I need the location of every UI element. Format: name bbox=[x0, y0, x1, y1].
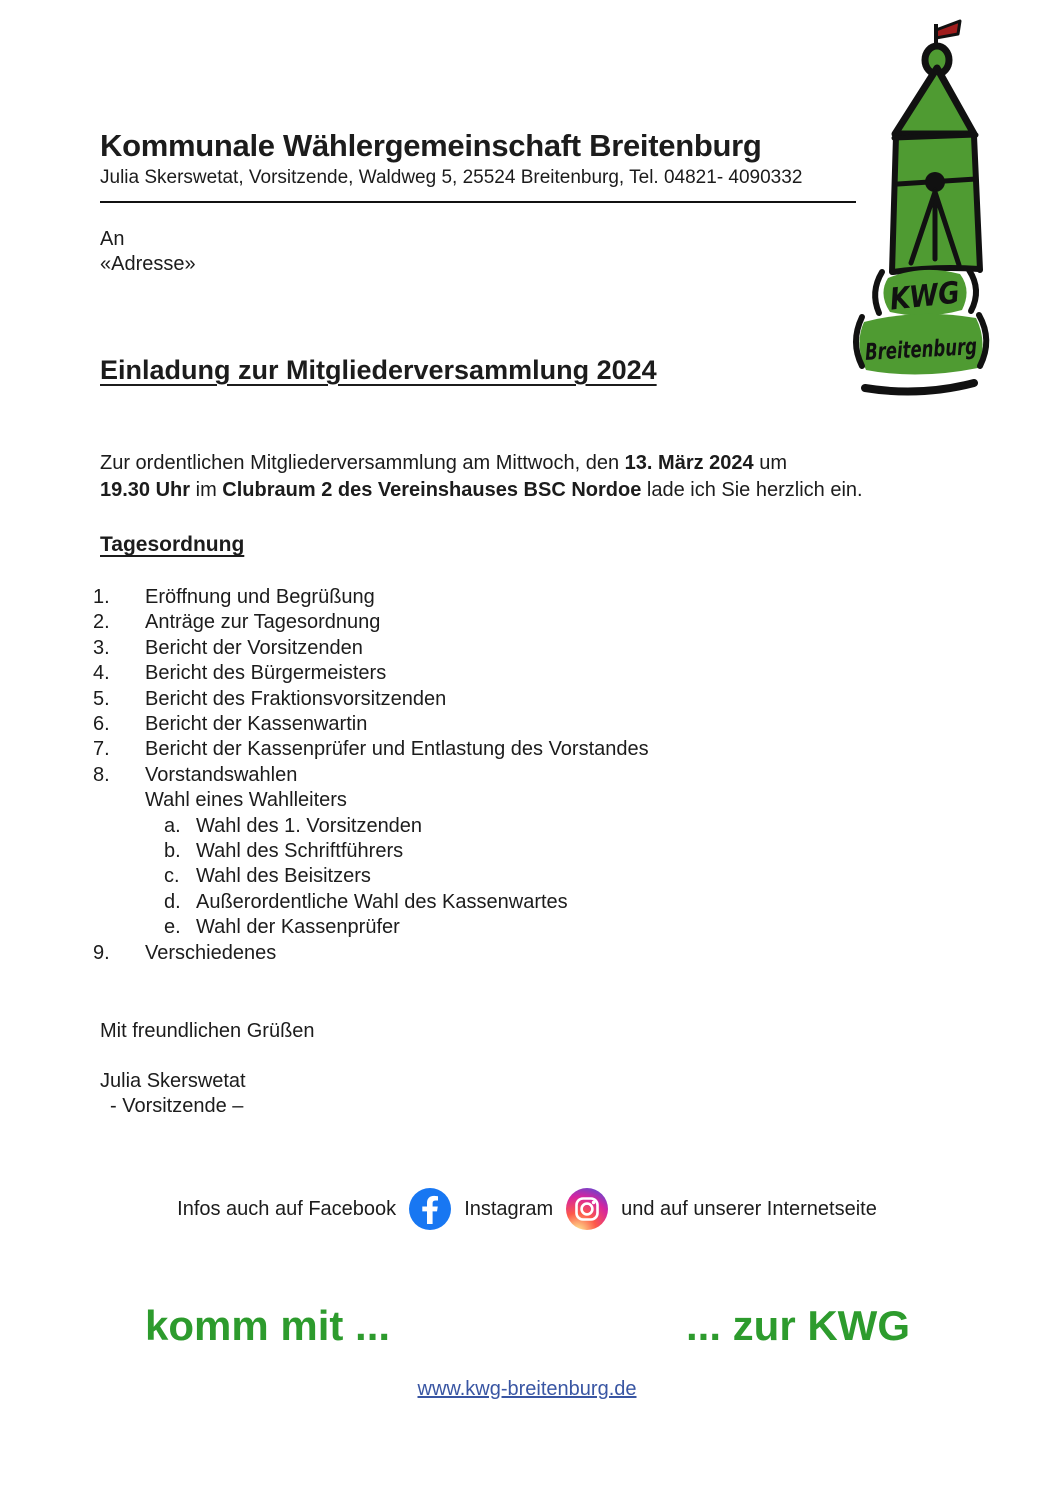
tower-logo-icon bbox=[846, 12, 1014, 410]
agenda-sub-item: e. Wahl der Kassenprüfer bbox=[164, 916, 400, 939]
logo-acronym: KWG bbox=[888, 274, 972, 318]
agenda-heading: Tagesordnung bbox=[100, 533, 245, 556]
agenda-item: 8. Vorstandswahlen bbox=[93, 763, 298, 786]
agenda-sub-item: d. Außerordentliche Wahl des Kassenwartes bbox=[164, 890, 568, 913]
agenda-list bbox=[93, 585, 649, 966]
contact-line: Julia Skerswetat, Vorsitzende, Waldweg 5, 25524 Breitenburg, Tel. 04821- 4090332 bbox=[100, 167, 803, 188]
recipient-address-placeholder: «Adresse» bbox=[100, 253, 196, 275]
logo-town: Breitenburg bbox=[864, 331, 1014, 366]
agenda-item: 7. Bericht der Kassenprüfer und Entlastung des Vorstandes bbox=[93, 738, 649, 761]
social-text-facebook: Infos auch auf Facebook bbox=[177, 1197, 397, 1220]
instagram-icon bbox=[566, 1188, 608, 1230]
social-text-instagram: Instagram bbox=[464, 1197, 554, 1220]
flag-icon bbox=[936, 21, 960, 38]
website-row bbox=[0, 1378, 1054, 1401]
closing-salutation: Mit freundlichen Grüßen bbox=[100, 1020, 315, 1042]
intro-location: Clubraum 2 des Vereinshauses BSC Nordoe bbox=[222, 479, 642, 501]
agenda-item: 2. Anträge zur Tagesordnung bbox=[93, 611, 381, 634]
intro-time: 19.30 Uhr bbox=[100, 479, 191, 501]
agenda-sub-item: c. Wahl des Beisitzers bbox=[164, 865, 371, 888]
agenda-sub-item: a. Wahl des 1. Vorsitzenden bbox=[164, 814, 423, 837]
divider-line bbox=[100, 201, 856, 203]
website-link[interactable]: www.kwg-breitenburg.de bbox=[417, 1378, 637, 1400]
slogan-right: ... zur KWG bbox=[686, 1302, 910, 1349]
agenda-item: 3. Bericht der Vorsitzenden bbox=[93, 636, 363, 659]
signer-role: - Vorsitzende – bbox=[110, 1095, 244, 1117]
agenda-item: 6. Bericht der Kassenwartin bbox=[93, 713, 368, 736]
recipient-block bbox=[100, 227, 196, 277]
agenda-item: 4. Bericht des Bürgermeisters bbox=[93, 662, 387, 685]
agenda-item: 9. Verschiedenes bbox=[93, 941, 277, 964]
facebook-icon bbox=[409, 1188, 451, 1230]
slogan-row bbox=[145, 1302, 910, 1350]
kwg-tower-logo bbox=[846, 12, 1014, 410]
signer-name: Julia Skerswetat bbox=[100, 1070, 246, 1092]
social-text-website: und auf unserer Internetseite bbox=[621, 1197, 877, 1220]
agenda-item: 1. Eröffnung und Begrüßung bbox=[93, 586, 375, 608]
slogan-left: komm mit ... bbox=[145, 1302, 391, 1349]
agenda-item: 5. Bericht des Fraktionsvorsitzenden bbox=[93, 687, 447, 710]
intro-date: 13. März 2024 bbox=[624, 452, 754, 474]
recipient-label: An bbox=[100, 228, 125, 250]
agenda-sub-item: b. Wahl des Schriftführers bbox=[164, 840, 404, 863]
org-name: Kommunale Wählergemeinschaft Breitenburg bbox=[100, 128, 762, 163]
social-line bbox=[0, 1188, 1054, 1230]
intro-text: Zur ordentlichen Mitgliederversammlung am Mittwoch, den bbox=[100, 452, 620, 474]
document-title: Einladung zur Mitgliederversammlung 2024 bbox=[100, 355, 657, 385]
agenda-sub-intro: Wahl eines Wahlleiters bbox=[145, 789, 347, 812]
intro-paragraph: Zur ordentlichen Mitgliederversammlung am Mittwoch, den 13. März 2024 um 19.30 Uhr im Clubraum 2 des Vereinshauses BSC Nordoe lade ich Sie herzlich ein. bbox=[100, 452, 863, 501]
